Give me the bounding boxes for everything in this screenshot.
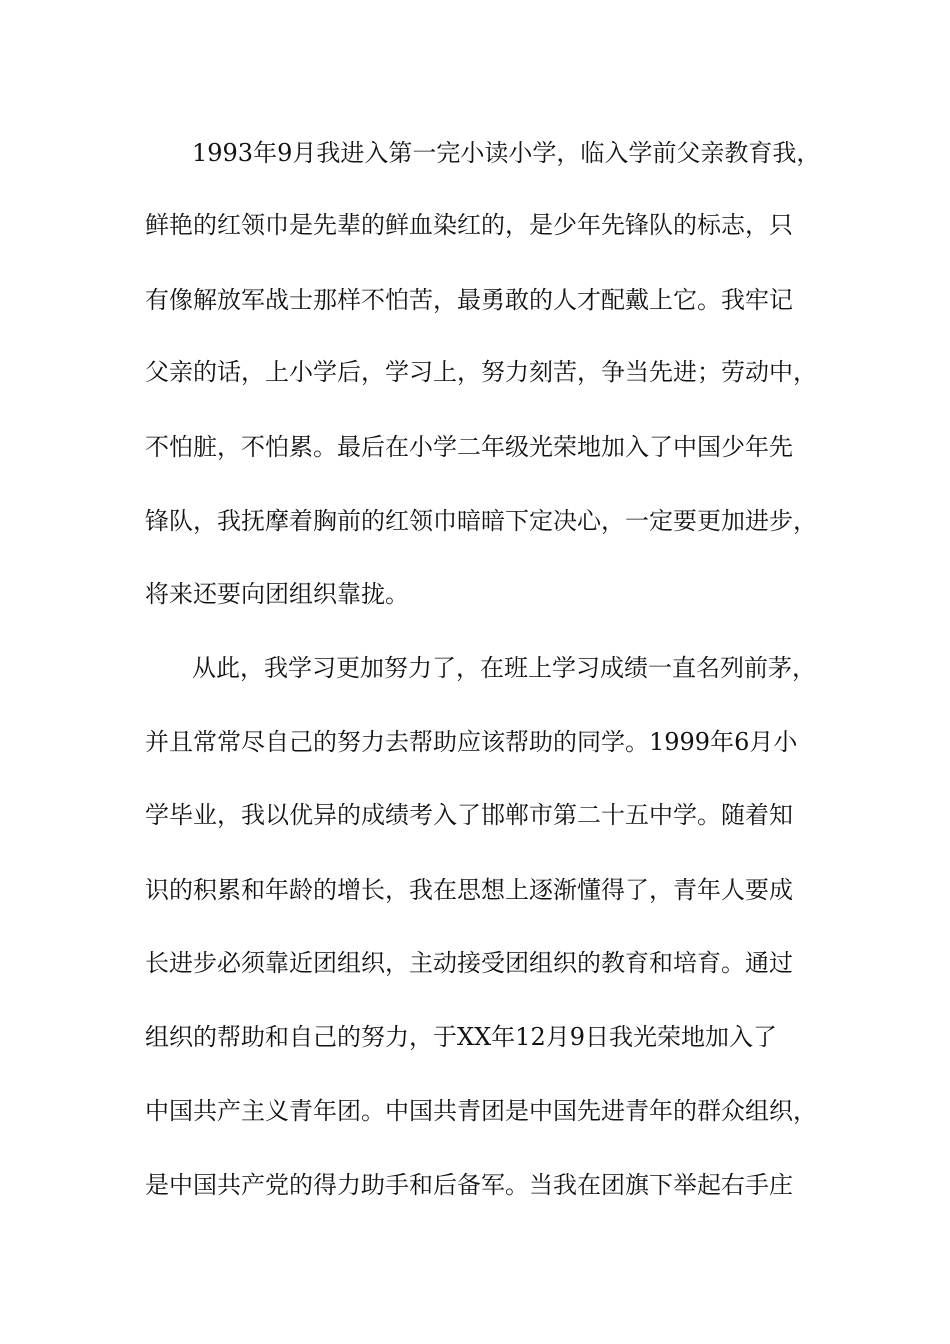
paragraph-1-line-1: 1993年9月我进入第一完小读小学，临入学前父亲教育我， [192,139,821,167]
paragraph-2-line-1: 从此，我学习更加努力了，在班上学习成绩一直名列前茅， [192,654,816,682]
paragraph-1-line-4: 父亲的话，上小学后，学习上，努力刻苦，争当先进；劳动中， [145,358,817,386]
paragraph-2-line-5: 长进步必须靠近团组织，主动接受团组织的教育和培育。通过 [145,949,793,977]
paragraph-1-line-7: 将来还要向团组织靠拢。 [145,580,409,608]
paragraph-1-line-5: 不怕脏，不怕累。最后在小学二年级光荣地加入了中国少年先 [145,433,793,461]
paragraph-2-line-2: 并且常常尽自己的努力去帮助应该帮助的同学。1999年6月小 [145,728,798,756]
paragraph-2-line-3: 学毕业，我以优异的成绩考入了邯郸市第二十五中学。随着知 [145,801,793,829]
paragraph-2-line-6: 组织的帮助和自己的努力，于XX年12月9日我光荣地加入了 [145,1023,777,1051]
paragraph-1-line-3: 有像解放军战士那样不怕苦，最勇敢的人才配戴上它。我牢记 [145,286,793,314]
paragraph-1-line-6: 锋队，我抚摩着胸前的红领巾暗暗下定决心，一定要更加进步， [145,507,817,535]
paragraph-2-line-7: 中国共产主义青年团。中国共青团是中国先进青年的群众组织， [145,1097,817,1125]
paragraph-2-line-4: 识的积累和年龄的增长，我在思想上逐渐懂得了，青年人要成 [145,876,793,904]
paragraph-2-line-8: 是中国共产党的得力助手和后备军。当我在团旗下举起右手庄 [145,1171,793,1199]
paragraph-1-line-2: 鲜艳的红领巾是先辈的鲜血染红的，是少年先锋队的标志，只 [145,211,793,239]
